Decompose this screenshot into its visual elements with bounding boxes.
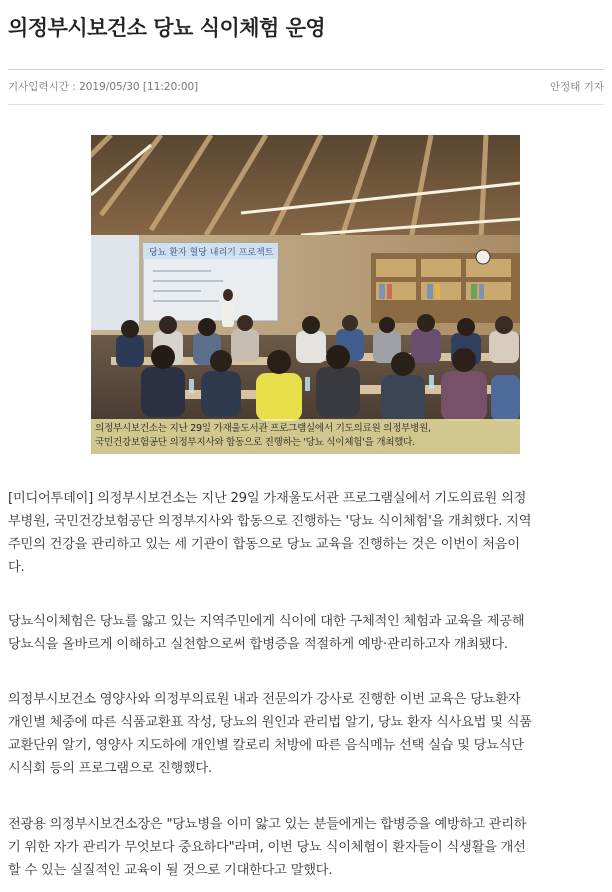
- paragraph-line: 당뇨식을 올바르게 이해하고 실천함으로써 합병증을 적절하게 예방·관리하고자 개최됐다.: [8, 637, 508, 652]
- header-divider: [8, 69, 604, 70]
- paragraph-line: 할 수 있는 실질적인 교육이 될 것으로 기대한다고 말했다.: [8, 863, 333, 878]
- paragraph-line: 의정부시보건소 영양사와 의정부의료원 내과 전문의가 강사로 진행한 이번 교육은 당뇨환자: [8, 692, 521, 707]
- paragraph-line: 교환단위 알기, 영양사 지도하에 개인별 칼로리 처방에 따른 음식메뉴 선택 실습 및 당뇨식단: [8, 738, 524, 753]
- paragraph-line: 전광용 의정부시보건소장은 "당뇨병을 이미 앓고 있는 분들에게는 합병증을 예방하고 관리하: [8, 817, 527, 832]
- article-photo: [91, 135, 520, 454]
- paragraph-line: 시식회 등의 프로그램으로 진행했다.: [8, 761, 213, 776]
- article-date: 기사입력시간 : 2019/05/30 [11:20:00]: [8, 81, 199, 93]
- article-reporter[interactable]: 안정태 기자: [549, 81, 604, 93]
- article-paragraph-1: [8, 487, 604, 579]
- article-headline: 의정부시보건소 당뇨 식이체험 운영: [8, 16, 326, 40]
- photo-banner-text: 당뇨 환자 혈당 내리기 프로젝트: [149, 248, 274, 258]
- photo-caption-line: 국민건강보험공단 의정부지사와 합동으로 진행하는 '당뇨 식이체험'을 개최했다.: [95, 437, 415, 448]
- photo-caption: [91, 419, 520, 454]
- paragraph-line: 당뇨식이체험은 당뇨를 앓고 있는 지역주민에게 식이에 대한 구체적인 체험과 교육을 제공해: [8, 614, 525, 629]
- article-meta: [8, 79, 604, 95]
- paragraph-line: 주민의 건강을 관리하고 있는 세 기관이 합동으로 당뇨 교육을 진행하는 것은 이번이 처음이: [8, 537, 520, 552]
- article-paragraph-2: [8, 610, 604, 656]
- photo-illustration: [91, 135, 520, 454]
- article-paragraph-4: [8, 813, 604, 882]
- meta-divider: [8, 104, 604, 105]
- paragraph-line: 다.: [8, 560, 25, 575]
- paragraph-line: 기 위한 자가 관리가 무엇보다 중요하다"라며, 이번 당뇨 식이체험이 환자들이 식생활을 개선: [8, 840, 526, 855]
- paragraph-line: 개인별 체중에 따른 식품교환표 작성, 당뇨의 원인과 관리법 알기, 당뇨 환자 식사요법 및 식품: [8, 715, 532, 730]
- paragraph-line: 부병원, 국민건강보험공단 의정부지사와 합동으로 진행하는 '당뇨 식이체험'을 개최했다. 지역: [8, 514, 532, 529]
- photo-caption-line: 의정부시보건소는 지난 29일 가재울도서관 프로그램실에서 기도의료원 의정부병원,: [95, 423, 431, 434]
- article-paragraph-3: [8, 688, 604, 780]
- paragraph-line: [미디어투데이] 의정부시보건소는 지난 29일 가재울도서관 프로그램실에서 기도의료원 의정: [8, 491, 527, 506]
